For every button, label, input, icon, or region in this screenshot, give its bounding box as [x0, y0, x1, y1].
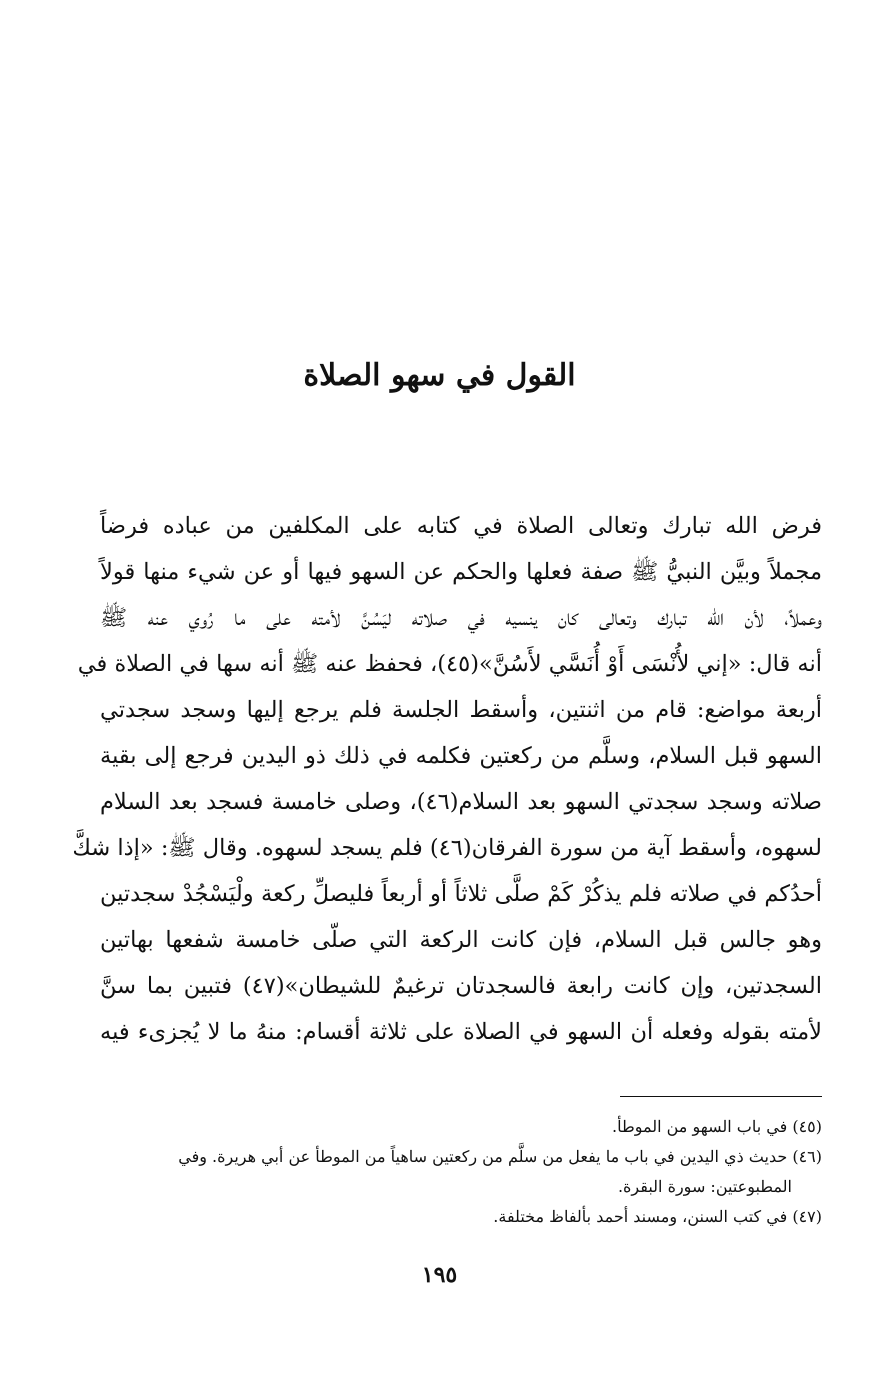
- page-number: ١٩٥: [421, 1262, 458, 1288]
- body-text: [72, 503, 822, 1055]
- body-line: أنه قال: «إني لأُنْسَى أَوْ أُنَسَّي لأَسُنَّ»(٤٥)، فحفظ عنه ﷺ أنه سها في الصلاة في: [77, 651, 822, 677]
- footnote-46-text: (٤٦) حديث ذي اليدين في باب ما يفعل من سلَّم من ركعتين ساهياً من الموطأ عن أبي هريرة. وفي: [178, 1147, 822, 1166]
- body-line: وهو جالس قبل السلام، فإن كانت الركعة التي صلّى خامسة شفعها بهاتين: [100, 927, 822, 953]
- footnote-47: (٤٧) في كتب السنن، ومسند أحمد بألفاظ مختلفة.: [493, 1207, 822, 1226]
- body-line: وعملاً، لأن الله تبارك وتعالى كان ينسيه في صلاته ليَسُنَّ لأمته على ما رُوي عنه ﷺ: [100, 605, 822, 631]
- body-line: لسهوه، وأسقط آية من سورة الفرقان(٤٦) فلم يسجد لسهوه. وقال ﷺ: «إذا شكَّ: [72, 835, 822, 861]
- body-line: لأمته بقوله وفعله أن السهو في الصلاة على ثلاثة أقسام: منهُ ما لا يُجزىء فيه: [100, 1019, 822, 1045]
- footnote-45: (٤٥) في باب السهو من الموطأ.: [612, 1117, 822, 1136]
- body-line: السهو قبل السلام، وسلَّم من ركعتين فكلمه في ذلك ذو اليدين فرجع إلى بقية: [100, 743, 822, 769]
- body-line: مجملاً وبيَّن النبيُّ ﷺ صفة فعلها والحكم عن السهو فيها أو عن شيء منها قولاً: [100, 559, 822, 585]
- footnote-46-continuation: المطبوعتين: سورة البقرة.: [617, 1177, 792, 1196]
- footnote-divider: [620, 1096, 822, 1097]
- body-line: السجدتين، وإن كانت رابعة فالسجدتان ترغيمٌ للشيطان»(٤٧) فتبين بما سنَّ: [100, 973, 822, 999]
- footnote-46: [100, 1142, 822, 1202]
- body-line: صلاته وسجد سجدتي السهو بعد السلام(٤٦)، وصلى خامسة فسجد بعد السلام: [100, 789, 822, 815]
- body-line: أحدُكم في صلاته فلم يذكُرْ كَمْ صلَّى ثلاثاً أو أربعاً فليصلِّ ركعة ولْيَسْجُدْ سجدتين: [100, 881, 822, 907]
- footnotes: [100, 1112, 822, 1232]
- chapter-heading: القول في سهو الصلاة: [303, 358, 576, 393]
- body-line: أربعة مواضع: قام من اثنتين، وأسقط الجلسة فلم يرجع إليها وسجد سجدتي: [100, 697, 822, 723]
- body-line: فرض الله تبارك وتعالى الصلاة في كتابه على المكلفين من عباده فرضاً: [100, 513, 822, 539]
